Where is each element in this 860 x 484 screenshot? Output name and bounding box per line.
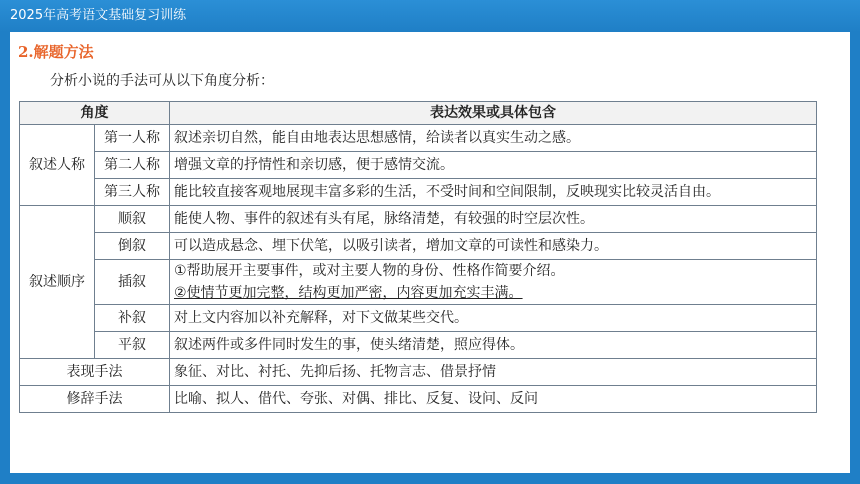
methods-table: [19, 101, 817, 413]
desc-rhetoric: 比喻、拟人、借代、夸张、对偶、排比、反复、设问、反问: [170, 386, 817, 413]
category-narrative-person: 叙述人称: [20, 125, 95, 206]
desc-interpolation-line-2: ②使情节更加完整，结构更加严密，内容更加充实丰满。: [174, 285, 523, 301]
desc-supplementary: 对上文内容加以补充解释，对下文做某些交代。: [170, 305, 817, 332]
sub-second-person: 第二人称: [95, 152, 170, 179]
sub-supplementary: 补叙: [95, 305, 170, 332]
table-row: [20, 233, 817, 260]
desc-third-person: 能比较直接客观地展现丰富多彩的生活，不受时间和空间限制，反映现实比较灵活自由。: [170, 179, 817, 206]
title-bar: [0, 0, 860, 32]
desc-second-person: 增强文章的抒情性和亲切感，便于感情交流。: [170, 152, 817, 179]
desc-interpolation-line-1: ①帮助展开主要事件，或对主要人物的身份、性格作简要介绍。: [174, 263, 565, 279]
sub-first-person: 第一人称: [95, 125, 170, 152]
sub-flashback: 倒叙: [95, 233, 170, 260]
table-row: [20, 125, 817, 152]
desc-first-person: 叙述亲切自然，能自由地表达思想感情，给读者以真实生动之感。: [170, 125, 817, 152]
table-row: [20, 386, 817, 413]
intro-text: 分析小说的手法可从以下角度分析：: [50, 73, 274, 89]
section-heading: 2.解题方法: [18, 43, 94, 61]
table-row: [20, 206, 817, 233]
table-row: [20, 359, 817, 386]
category-rhetoric: 修辞手法: [20, 386, 170, 413]
sub-chronological: 顺叙: [95, 206, 170, 233]
table-row: [20, 152, 817, 179]
sub-third-person: 第三人称: [95, 179, 170, 206]
table-header-row: [20, 102, 817, 125]
table-row: [20, 179, 817, 206]
desc-chronological: 能使人物、事件的叙述有头有尾，脉络清楚，有较强的时空层次性。: [170, 206, 817, 233]
desc-parallel: 叙述两件或多件同时发生的事，使头绪清楚，照应得体。: [170, 332, 817, 359]
table-row: [20, 260, 817, 305]
category-narrative-order: 叙述顺序: [20, 206, 95, 359]
course-title: 2025年高考语文基础复习训练: [10, 8, 187, 23]
table-row: [20, 332, 817, 359]
sub-interpolation: 插叙: [95, 260, 170, 305]
desc-flashback: 可以造成悬念、埋下伏笔，以吸引读者，增加文章的可读性和感染力。: [170, 233, 817, 260]
sub-parallel: 平叙: [95, 332, 170, 359]
table-row: [20, 305, 817, 332]
header-angle: 角度: [20, 102, 170, 125]
desc-expression-techniques: 象征、对比、衬托、先抑后扬、托物言志、借景抒情: [170, 359, 817, 386]
category-expression-techniques: 表现手法: [20, 359, 170, 386]
desc-interpolation: [170, 260, 817, 305]
header-effect: 表达效果或具体包含: [170, 102, 817, 125]
bottom-band: [0, 473, 860, 484]
